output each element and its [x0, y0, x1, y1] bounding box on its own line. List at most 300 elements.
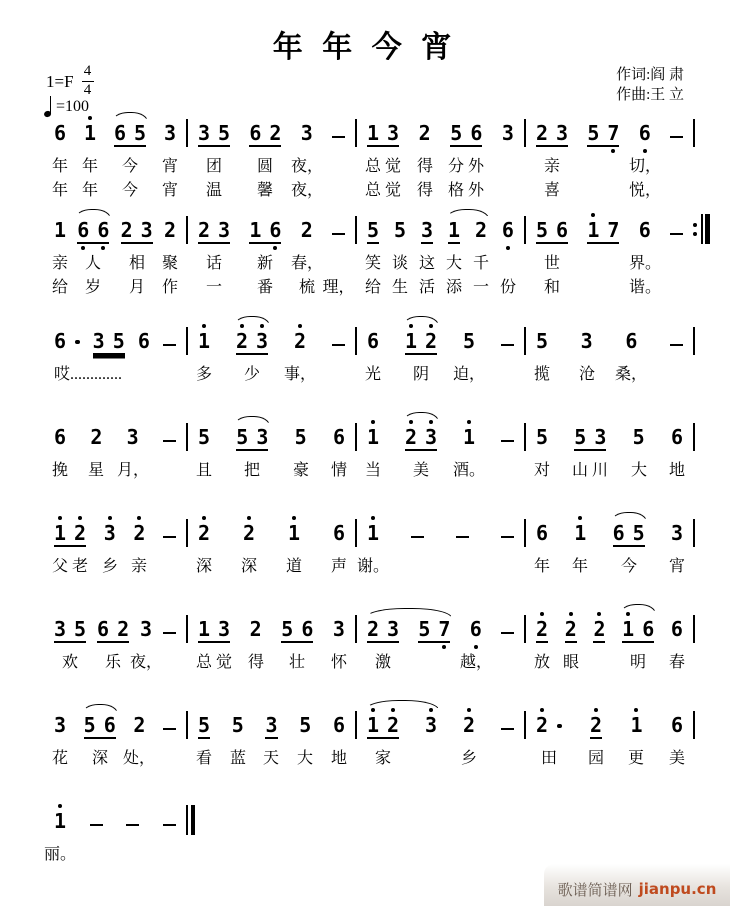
- lyric-text: 生: [391, 279, 409, 296]
- slur-arc: [365, 608, 452, 618]
- dash: [670, 136, 683, 139]
- thin-bar: [701, 214, 703, 244]
- note: [671, 715, 683, 739]
- dash: [456, 536, 469, 539]
- lyric-measure: [44, 181, 186, 201]
- lyric-measure: [357, 653, 524, 673]
- note-digit: 3: [425, 427, 437, 448]
- watermark-site-link[interactable]: jianpu.cn: [638, 880, 717, 898]
- note: [90, 427, 102, 451]
- lyric-measure: [44, 845, 186, 865]
- note-digit: 1: [198, 617, 211, 641]
- note-digit: 5: [74, 617, 87, 641]
- note-group: [587, 220, 619, 244]
- note-group: [536, 220, 568, 244]
- note: [625, 331, 637, 355]
- note-digit: 5: [632, 521, 645, 545]
- octave-dot-up: [540, 612, 544, 616]
- lyric-text: 理，: [322, 279, 355, 296]
- lyric-text: 番: [256, 279, 274, 296]
- note-digit: 6: [77, 220, 89, 241]
- barline: [693, 519, 695, 547]
- slur-arc: [403, 316, 439, 326]
- note-digit: 1: [463, 427, 475, 448]
- watermark: [544, 864, 730, 906]
- measure: [44, 707, 186, 739]
- note: [54, 715, 66, 739]
- measure: [357, 419, 524, 451]
- octave-dot-up: [137, 516, 141, 520]
- dash: [163, 344, 176, 347]
- octave-dot-down: [643, 149, 647, 153]
- lyric-text: 馨: [256, 182, 274, 199]
- note-group: [236, 427, 268, 451]
- note-group: [249, 220, 281, 244]
- dash: [501, 728, 514, 731]
- quarter-note-icon: [44, 96, 53, 116]
- note-digit: 1: [574, 523, 586, 544]
- bar-space: [693, 461, 695, 462]
- note: [198, 523, 210, 547]
- slur-arc: [75, 209, 111, 219]
- lyric-measure: [44, 254, 186, 274]
- lyric-text: 年: [51, 158, 69, 175]
- note-digit: 3: [198, 121, 211, 145]
- repeat-dot: [693, 223, 697, 227]
- note-group: [198, 619, 230, 643]
- note-group: [405, 427, 437, 451]
- slur-arc: [234, 416, 270, 426]
- octave-dot-up: [202, 324, 206, 328]
- lyric-text: 越，: [459, 654, 493, 671]
- octave-dot-up: [569, 612, 573, 616]
- note: [536, 715, 562, 739]
- note-digit: 5: [231, 713, 244, 737]
- system-8: [44, 803, 712, 865]
- note-digit: 6: [670, 425, 683, 449]
- lyric-text: 且: [195, 462, 213, 479]
- measure: [526, 115, 693, 147]
- note-group: [77, 220, 109, 244]
- lyric-text: 乐: [104, 654, 122, 671]
- note-digit: 6: [332, 521, 345, 545]
- lyrics-row: [44, 157, 712, 177]
- lyric-text: 揽: [533, 366, 551, 383]
- note-digit: 2: [269, 121, 282, 145]
- note-digit: 3: [332, 617, 345, 641]
- lyric-text: 父 老: [51, 558, 89, 575]
- lyric-text: 人: [84, 255, 102, 272]
- dash: [126, 824, 139, 827]
- octave-dot-up: [467, 420, 471, 424]
- note-digit: 5: [536, 329, 549, 353]
- note-group: [93, 331, 125, 355]
- lyric-measure: [526, 461, 693, 481]
- note: [419, 123, 431, 147]
- lyric-text: 挽: [51, 462, 69, 479]
- lyric-text: 喜: [543, 182, 561, 199]
- note-digit: 2: [243, 523, 255, 544]
- note: [536, 523, 548, 547]
- bar-space: [186, 845, 197, 846]
- note-digit: 7: [607, 218, 620, 242]
- lyric-text: 得: [416, 158, 434, 175]
- lyric-text: 事，: [283, 366, 317, 383]
- note-digit: 3: [218, 617, 231, 641]
- note: [574, 523, 586, 547]
- lyric-measure: [188, 254, 355, 274]
- note-digit: 2: [90, 425, 103, 449]
- measure: [44, 803, 186, 835]
- note: [333, 619, 345, 643]
- octave-dot-down: [506, 246, 510, 250]
- note-digit: 5: [299, 713, 312, 737]
- note: [463, 331, 475, 355]
- octave-dot-up: [202, 516, 206, 520]
- note-digit: 1: [288, 523, 300, 544]
- octave-dot-up: [540, 708, 544, 712]
- lyric-text: 界。: [628, 255, 662, 272]
- dash: [90, 824, 103, 827]
- note: [301, 123, 313, 147]
- lyric-measure: [357, 278, 524, 298]
- measure: [357, 515, 524, 547]
- note-group: [536, 123, 568, 147]
- lyric-text: 这: [418, 255, 436, 272]
- note-digit: 2: [198, 218, 211, 242]
- lyric-text: 地: [330, 750, 348, 767]
- lyric-text: 大: [296, 750, 314, 767]
- system-2: [44, 212, 712, 298]
- lyricist-credit: 作词:阎 肃: [616, 67, 684, 83]
- lyric-text: 得: [247, 654, 265, 671]
- lyric-text: 酒。: [452, 462, 486, 479]
- lyric-text: 亲: [130, 558, 148, 575]
- note-digit: 6: [54, 329, 67, 353]
- note-digit: 6: [670, 617, 683, 641]
- octave-dot-up: [58, 804, 62, 808]
- note-digit: 1: [367, 715, 379, 736]
- lyric-text: 宵: [161, 182, 179, 199]
- note-group: [198, 123, 230, 147]
- note-digit: 5: [198, 425, 211, 449]
- note-group: [54, 523, 86, 547]
- note-digit: 1: [405, 331, 417, 352]
- note-digit: 1: [447, 218, 460, 242]
- lyric-text: 壮: [288, 654, 306, 671]
- lyric-text: 少: [243, 366, 261, 383]
- lyric-text: 切，: [628, 158, 662, 175]
- note: [581, 331, 593, 355]
- measure: [526, 611, 693, 643]
- lyric-text: 桑，: [614, 366, 648, 383]
- lyric-text: 千: [472, 255, 490, 272]
- lyric-measure: [357, 181, 524, 201]
- note-digit: 3: [140, 617, 153, 641]
- note-digit: 5: [281, 617, 294, 641]
- note-group: [367, 123, 399, 147]
- lyrics-row: [44, 254, 712, 274]
- note-digit: 3: [580, 329, 593, 353]
- lyric-text: 美: [412, 462, 430, 479]
- lyric-text: 深: [240, 558, 258, 575]
- lyric-text: 总 觉: [364, 158, 402, 175]
- slur-arc: [112, 112, 148, 122]
- lyric-text: 当: [364, 462, 382, 479]
- note-digit: 1: [367, 523, 379, 544]
- note-digit: 7: [607, 123, 619, 144]
- lyric-measure: [188, 278, 355, 298]
- note-digit: 3: [140, 218, 153, 242]
- lyric-measure: [44, 653, 186, 673]
- lyric-text: 月: [128, 279, 146, 296]
- note-digit: 3: [163, 121, 176, 145]
- note-digit: 1: [367, 427, 379, 448]
- note: [294, 331, 306, 355]
- note-group: [121, 220, 153, 244]
- note-digit: 3: [256, 331, 268, 352]
- thick-bar: [191, 805, 196, 835]
- note-digit: 1: [54, 218, 67, 242]
- note-digit: 6: [639, 123, 651, 144]
- measure: [44, 212, 186, 244]
- lyric-text: 道: [285, 558, 303, 575]
- lyric-measure: [44, 365, 186, 385]
- note-digit: 6: [670, 713, 683, 737]
- lyric-text: 活: [418, 279, 436, 296]
- lyric-measure: [526, 653, 693, 673]
- lyric-text: 声: [330, 558, 348, 575]
- measure: [188, 707, 355, 739]
- lyric-text: 放: [533, 654, 551, 671]
- note-digit: 2: [425, 331, 437, 352]
- slur-arc: [234, 316, 270, 326]
- note-digit: 5: [536, 218, 549, 242]
- note-group: [249, 123, 281, 147]
- note: [54, 427, 66, 451]
- note: [138, 331, 150, 355]
- dash: [501, 440, 514, 443]
- augmentation-dot: [75, 340, 80, 345]
- note-digit: 1: [54, 811, 66, 832]
- note-digit: 6: [502, 220, 514, 241]
- lyrics-row: [44, 653, 712, 673]
- lyrics-row: [44, 557, 712, 577]
- lyric-text: 亲: [543, 158, 561, 175]
- lyric-text: 今: [121, 182, 139, 199]
- bar-space: [693, 749, 695, 750]
- dash: [163, 440, 176, 443]
- lyrics-row: [44, 181, 712, 201]
- note: [250, 619, 262, 643]
- note: [333, 715, 345, 739]
- note: [425, 715, 437, 739]
- octave-dot-down: [273, 246, 277, 250]
- lyric-text: 今: [620, 558, 638, 575]
- octave-dot-down: [474, 645, 478, 649]
- note-digit: 6: [269, 220, 281, 241]
- note-digit: 2: [463, 715, 475, 736]
- note-group: [450, 123, 482, 147]
- lyric-text: 田: [540, 750, 558, 767]
- note-digit: 3: [556, 121, 569, 145]
- lyric-text: 添: [445, 279, 463, 296]
- note-digit: 6: [556, 218, 569, 242]
- note-digit: 6: [625, 329, 638, 353]
- lyric-measure: [526, 181, 693, 201]
- measure: [44, 419, 186, 451]
- thick-bar: [705, 214, 710, 244]
- note: [639, 123, 651, 147]
- note: [421, 220, 433, 244]
- slur-arc: [611, 512, 647, 522]
- lyric-measure: [44, 157, 186, 177]
- dash: [332, 344, 345, 347]
- lyric-text: 年: [51, 182, 69, 199]
- note-group: [198, 220, 230, 244]
- bar-space: [693, 278, 710, 279]
- note: [671, 619, 683, 643]
- octave-dot-down: [442, 645, 446, 649]
- lyric-text: 蓝: [229, 750, 247, 767]
- lyric-text: 悦，: [628, 182, 662, 199]
- lyric-text: 看: [195, 750, 213, 767]
- lyric-text: 作: [161, 279, 179, 296]
- note-digit: 3: [300, 121, 313, 145]
- octave-dot-up: [108, 516, 112, 520]
- lyric-text: 格 外: [447, 182, 485, 199]
- note-digit: 6: [97, 617, 110, 641]
- barline: [693, 423, 695, 451]
- octave-dot-up: [597, 612, 601, 616]
- measure: [44, 611, 186, 643]
- octave-dot-down: [81, 246, 85, 250]
- lyric-text: 话: [205, 255, 223, 272]
- note-digit: 1: [367, 121, 380, 145]
- note-digit: 6: [332, 425, 345, 449]
- note-digit: 2: [536, 121, 549, 145]
- note: [475, 220, 487, 244]
- measure: [188, 115, 355, 147]
- note-digit: 2: [236, 331, 248, 352]
- lyric-measure: [188, 557, 355, 577]
- repeat-barline: [693, 214, 710, 244]
- note-group: [54, 619, 86, 643]
- note: [133, 715, 145, 739]
- dash: [411, 536, 424, 539]
- dash: [163, 536, 176, 539]
- lyric-text: 深: [195, 558, 213, 575]
- measure: [526, 707, 693, 739]
- lyric-measure: [188, 181, 355, 201]
- note: [301, 220, 313, 244]
- time-signature: [82, 64, 94, 99]
- notes-row: [44, 419, 712, 451]
- credits: [616, 66, 684, 105]
- note-digit: 5: [133, 121, 147, 145]
- measure: [188, 419, 355, 451]
- lyric-text: 星: [87, 462, 105, 479]
- note: [295, 427, 307, 451]
- system-3: [44, 323, 712, 385]
- dash: [501, 632, 514, 635]
- lyric-text: 哎.............: [54, 366, 123, 383]
- lyric-measure: [357, 557, 524, 577]
- octave-dot-up: [578, 516, 582, 520]
- lyric-measure: [526, 557, 693, 577]
- note: [536, 331, 548, 355]
- lyric-text: 花: [51, 750, 69, 767]
- note-digit: 3: [104, 523, 116, 544]
- octave-dot-up: [371, 516, 375, 520]
- key-signature: [46, 64, 94, 99]
- note: [265, 715, 277, 739]
- slur-arc: [403, 412, 439, 422]
- octave-dot-up: [247, 516, 251, 520]
- lyric-text: 山 川: [571, 462, 609, 479]
- note-digit: 6: [54, 121, 67, 145]
- lyric-text: 总 觉: [195, 654, 233, 671]
- lyric-text: 一: [205, 279, 223, 296]
- note-digit: 3: [501, 121, 514, 145]
- notes-row: [44, 707, 712, 739]
- octave-dot-up: [467, 708, 471, 712]
- measure: [188, 323, 355, 355]
- lyric-text: 谈: [391, 255, 409, 272]
- notes-row: [44, 515, 712, 547]
- measure: [188, 611, 355, 643]
- note-digit: 1: [54, 523, 66, 544]
- note-group: [405, 331, 437, 355]
- dash: [670, 233, 683, 236]
- note-digit: 5: [367, 218, 380, 242]
- lyric-text: 年: [81, 158, 99, 175]
- lyric-text: 聚: [161, 255, 179, 272]
- note-digit: 2: [249, 617, 262, 641]
- lyric-text: 明: [629, 654, 647, 671]
- lyric-text: 今: [121, 158, 139, 175]
- thin-bar: [186, 805, 188, 835]
- final-barline: [186, 805, 195, 835]
- augmentation-dot: [557, 724, 562, 729]
- note-digit: 2: [536, 715, 548, 736]
- note: [470, 619, 482, 643]
- lyric-measure: [44, 461, 186, 481]
- lyric-text: 相: [128, 255, 146, 272]
- measure: [526, 212, 693, 244]
- octave-dot-up: [292, 516, 296, 520]
- lyric-text: 阴: [412, 366, 430, 383]
- note-group: [236, 331, 268, 355]
- note-digit: 1: [249, 218, 262, 242]
- note-digit: 6: [332, 713, 345, 737]
- dash: [332, 136, 345, 139]
- note: [448, 220, 460, 244]
- lyric-text: 怀: [330, 654, 348, 671]
- dash: [501, 344, 514, 347]
- lyric-text: 年: [533, 558, 551, 575]
- lyric-measure: [188, 461, 355, 481]
- lyric-measure: [44, 278, 186, 298]
- measure: [526, 419, 693, 451]
- lyric-text: 天: [262, 750, 280, 767]
- octave-dot-up: [594, 708, 598, 712]
- system-1: [44, 115, 712, 201]
- note-group: [574, 427, 606, 451]
- lyric-text: 把: [243, 462, 261, 479]
- note: [54, 331, 80, 355]
- note: [54, 811, 66, 835]
